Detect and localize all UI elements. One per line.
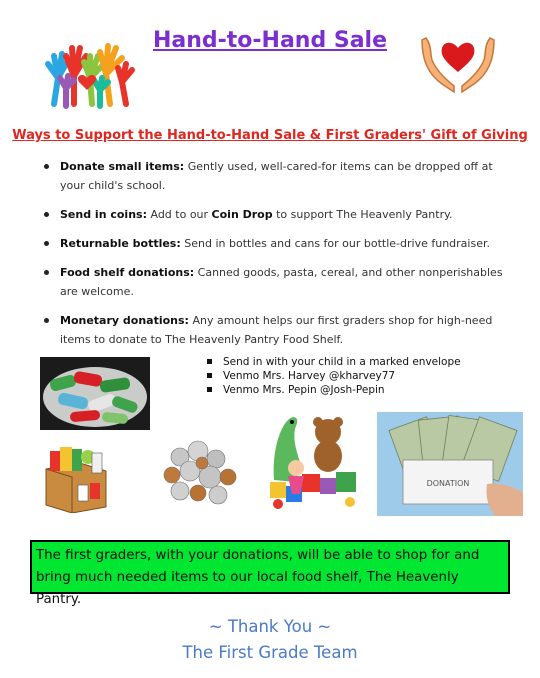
item-text: Send in bottles and cans for our bottle-drive fundraiser.: [180, 237, 490, 250]
list-item: [44, 263, 514, 301]
ways-to-support-list: [44, 157, 514, 359]
list-item: Send in with your child in a marked envelope: [205, 355, 505, 369]
thank-you-text: ~ Thank You ~: [208, 617, 332, 636]
donation-label: DONATION: [426, 479, 470, 488]
list-item: [44, 311, 514, 349]
section-heading: Ways to Support the Hand-to-Hand Sale & First Graders' Gift of Giving: [12, 128, 528, 143]
item-label: Monetary donations:: [60, 314, 189, 327]
grocery-box-image: [40, 443, 112, 513]
item-text: Any amount helps our first graders shop for high-need items to donate to The Heavenly Pantry Food Shelf.: [60, 314, 493, 346]
item-text: Canned goods, pasta, cereal, and other nonperishables are welcome.: [60, 266, 503, 298]
item-label: Send in coins:: [60, 208, 147, 221]
donation-note-box: The first graders, with your donations, will be able to shop for and bring much needed items to our local food shelf, The Heavenly Pantry.: [30, 540, 510, 594]
team-signature: The First Grade Team: [182, 643, 358, 662]
item-label: Food shelf donations:: [60, 266, 195, 279]
coin-drop-emphasis: Coin Drop: [211, 208, 273, 221]
heart-in-hands-icon: [418, 30, 498, 96]
coins-image: [158, 437, 240, 509]
list-item: [44, 234, 514, 253]
donation-money-image: [377, 412, 523, 516]
list-item: Venmo Mrs. Pepin @Josh-Pepin: [205, 383, 505, 397]
list-item: [44, 205, 514, 224]
page-title: Hand-to-Hand Sale: [152, 28, 388, 53]
item-text: to support The Heavenly Pantry.: [272, 208, 453, 221]
list-item: Venmo Mrs. Harvey @kharvey77: [205, 369, 505, 383]
item-text: Add to our: [146, 208, 212, 221]
item-label: Returnable bottles:: [60, 237, 181, 250]
monetary-options-list: [205, 355, 505, 397]
bottles-bin-image: [40, 357, 150, 430]
list-item: [44, 157, 514, 195]
toys-image: [266, 410, 364, 510]
item-text: Gently used, well-cared-for items can be dropped off at your child's school.: [60, 160, 493, 192]
item-label: Donate small items:: [60, 160, 185, 173]
